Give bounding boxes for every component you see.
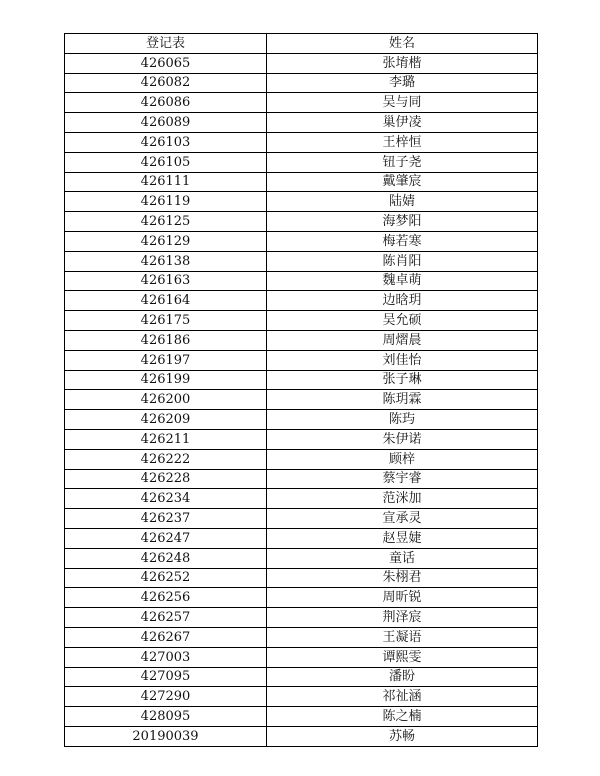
name-cell: 巢伊凌 xyxy=(267,113,538,133)
registration-number-cell: 426237 xyxy=(65,509,267,529)
table-row xyxy=(65,311,538,331)
table-row xyxy=(65,212,538,232)
table-body xyxy=(65,53,538,746)
registration-number-cell: 426247 xyxy=(65,528,267,548)
table-row xyxy=(65,667,538,687)
name-cell: 祁祉涵 xyxy=(267,687,538,707)
registration-number-cell: 426082 xyxy=(65,73,267,93)
table-row xyxy=(65,449,538,469)
table-row xyxy=(65,192,538,212)
registration-number-cell: 426186 xyxy=(65,330,267,350)
column-header-name: 姓名 xyxy=(267,34,538,54)
registration-number-cell: 426199 xyxy=(65,370,267,390)
table-row xyxy=(65,152,538,172)
table-row xyxy=(65,132,538,152)
registration-number-cell: 426257 xyxy=(65,608,267,628)
registration-table xyxy=(64,33,538,747)
name-cell: 蔡宇睿 xyxy=(267,469,538,489)
name-cell: 谭熙雯 xyxy=(267,647,538,667)
registration-number-cell: 426119 xyxy=(65,192,267,212)
name-cell: 陈玙 xyxy=(267,410,538,430)
registration-number-cell: 426089 xyxy=(65,113,267,133)
table-row xyxy=(65,93,538,113)
registration-number-cell: 427290 xyxy=(65,687,267,707)
name-cell: 张子琳 xyxy=(267,370,538,390)
registration-number-cell: 426252 xyxy=(65,568,267,588)
name-cell: 赵昱婕 xyxy=(267,528,538,548)
table-row xyxy=(65,568,538,588)
name-cell: 张堉楷 xyxy=(267,53,538,73)
name-cell: 荆泽宸 xyxy=(267,608,538,628)
table-row xyxy=(65,489,538,509)
registration-number-cell: 20190039 xyxy=(65,726,267,746)
table-header-row xyxy=(65,34,538,54)
registration-number-cell: 426065 xyxy=(65,53,267,73)
table-row xyxy=(65,726,538,746)
table-row xyxy=(65,53,538,73)
name-cell: 吴允硕 xyxy=(267,311,538,331)
table-row xyxy=(65,627,538,647)
registration-number-cell: 426105 xyxy=(65,152,267,172)
registration-number-cell: 426111 xyxy=(65,172,267,192)
registration-number-cell: 426163 xyxy=(65,271,267,291)
table-row xyxy=(65,469,538,489)
registration-number-cell: 426164 xyxy=(65,291,267,311)
name-cell: 魏卓萌 xyxy=(267,271,538,291)
name-cell: 周昕锐 xyxy=(267,588,538,608)
table-row xyxy=(65,707,538,727)
name-cell: 戴肇宸 xyxy=(267,172,538,192)
table-row xyxy=(65,429,538,449)
name-cell: 宣承灵 xyxy=(267,509,538,529)
registration-number-cell: 426086 xyxy=(65,93,267,113)
table-row xyxy=(65,687,538,707)
registration-number-cell: 426200 xyxy=(65,390,267,410)
table-row xyxy=(65,231,538,251)
registration-number-cell: 426211 xyxy=(65,429,267,449)
table-row xyxy=(65,271,538,291)
table-row xyxy=(65,113,538,133)
registration-number-cell: 428095 xyxy=(65,707,267,727)
name-cell: 海梦阳 xyxy=(267,212,538,232)
registration-number-cell: 426234 xyxy=(65,489,267,509)
registration-number-cell: 426175 xyxy=(65,311,267,331)
table-row xyxy=(65,608,538,628)
table-row xyxy=(65,588,538,608)
name-cell: 苏畅 xyxy=(267,726,538,746)
name-cell: 陈之楠 xyxy=(267,707,538,727)
name-cell: 刘佳怡 xyxy=(267,350,538,370)
name-cell: 边晗玥 xyxy=(267,291,538,311)
registration-number-cell: 426125 xyxy=(65,212,267,232)
name-cell: 童话 xyxy=(267,548,538,568)
table-row xyxy=(65,410,538,430)
table-row xyxy=(65,370,538,390)
name-cell: 陈玥霖 xyxy=(267,390,538,410)
registration-number-cell: 426228 xyxy=(65,469,267,489)
name-cell: 朱伊诺 xyxy=(267,429,538,449)
column-header-registration: 登记表 xyxy=(65,34,267,54)
table-row xyxy=(65,647,538,667)
registration-number-cell: 426209 xyxy=(65,410,267,430)
name-cell: 钮子尧 xyxy=(267,152,538,172)
name-cell: 范洣加 xyxy=(267,489,538,509)
name-cell: 王凝语 xyxy=(267,627,538,647)
table-row xyxy=(65,172,538,192)
table-row xyxy=(65,548,538,568)
registration-number-cell: 426129 xyxy=(65,231,267,251)
table-row xyxy=(65,251,538,271)
name-cell: 李璐 xyxy=(267,73,538,93)
name-cell: 吴与同 xyxy=(267,93,538,113)
registration-number-cell: 426197 xyxy=(65,350,267,370)
table-row xyxy=(65,73,538,93)
registration-number-cell: 426222 xyxy=(65,449,267,469)
name-cell: 朱栩君 xyxy=(267,568,538,588)
registration-number-cell: 426103 xyxy=(65,132,267,152)
table-row xyxy=(65,330,538,350)
name-cell: 顾梓 xyxy=(267,449,538,469)
registration-number-cell: 426267 xyxy=(65,627,267,647)
name-cell: 周熠晨 xyxy=(267,330,538,350)
registration-number-cell: 426248 xyxy=(65,548,267,568)
name-cell: 陆婧 xyxy=(267,192,538,212)
table-row xyxy=(65,350,538,370)
name-cell: 王梓恒 xyxy=(267,132,538,152)
table-row xyxy=(65,390,538,410)
registration-number-cell: 427095 xyxy=(65,667,267,687)
table-row xyxy=(65,528,538,548)
name-cell: 陈肖阳 xyxy=(267,251,538,271)
name-cell: 潘盼 xyxy=(267,667,538,687)
table-row xyxy=(65,291,538,311)
name-cell: 梅若寒 xyxy=(267,231,538,251)
registration-number-cell: 426138 xyxy=(65,251,267,271)
registration-number-cell: 427003 xyxy=(65,647,267,667)
registration-number-cell: 426256 xyxy=(65,588,267,608)
table-row xyxy=(65,509,538,529)
